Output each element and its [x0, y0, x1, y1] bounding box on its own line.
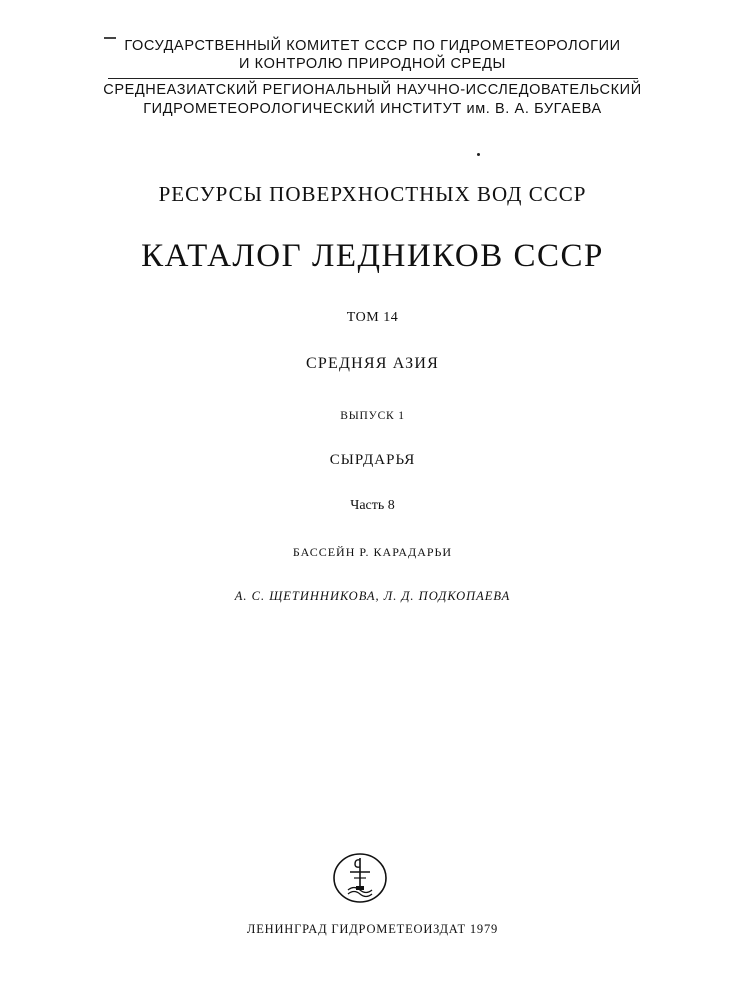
volume-number: ТОМ 14 — [346, 310, 399, 325]
institute-name-line1: СРЕДНЕАЗИАТСКИЙ РЕГИОНАЛЬНЫЙ НАУЧНО-ИССЛЕДОВАТЕЛЬСКИЙ — [103, 82, 642, 98]
scan-dot — [477, 153, 480, 156]
org-name-line2: И КОНТРОЛЮ ПРИРОДНОЙ СРЕДЫ — [239, 56, 506, 72]
authors: А. С. ЩЕТИННИКОВА, Л. Д. ПОДКОПАЕВА — [234, 589, 511, 603]
series-title: РЕСУРСЫ ПОВЕРХНОСТНЫХ ВОД СССР — [158, 182, 587, 206]
institute-name-line2: ГИДРОМЕТЕОРОЛОГИЧЕСКИЙ ИНСТИТУТ им. В. А. БУГАЕВА — [143, 101, 602, 117]
publisher-imprint: ЛЕНИНГРАД ГИДРОМЕТЕОИЗДАТ 1979 — [246, 922, 499, 936]
header-divider — [108, 78, 638, 79]
book-title: КАТАЛОГ ЛЕДНИКОВ СССР — [141, 238, 604, 274]
org-name-line1: ГОСУДАРСТВЕННЫЙ КОМИТЕТ СССР ПО ГИДРОМЕТЕОРОЛОГИИ — [124, 38, 621, 54]
region-name: СРЕДНЯЯ АЗИЯ — [306, 355, 439, 372]
publisher-emblem-icon — [332, 852, 388, 904]
river-name: СЫРДАРЬЯ — [329, 452, 416, 468]
part-number: Часть 8 — [350, 498, 395, 513]
basin-name: БАССЕЙН Р. КАРАДАРЬИ — [292, 545, 453, 559]
issue-number: ВЫПУСК 1 — [340, 410, 405, 422]
